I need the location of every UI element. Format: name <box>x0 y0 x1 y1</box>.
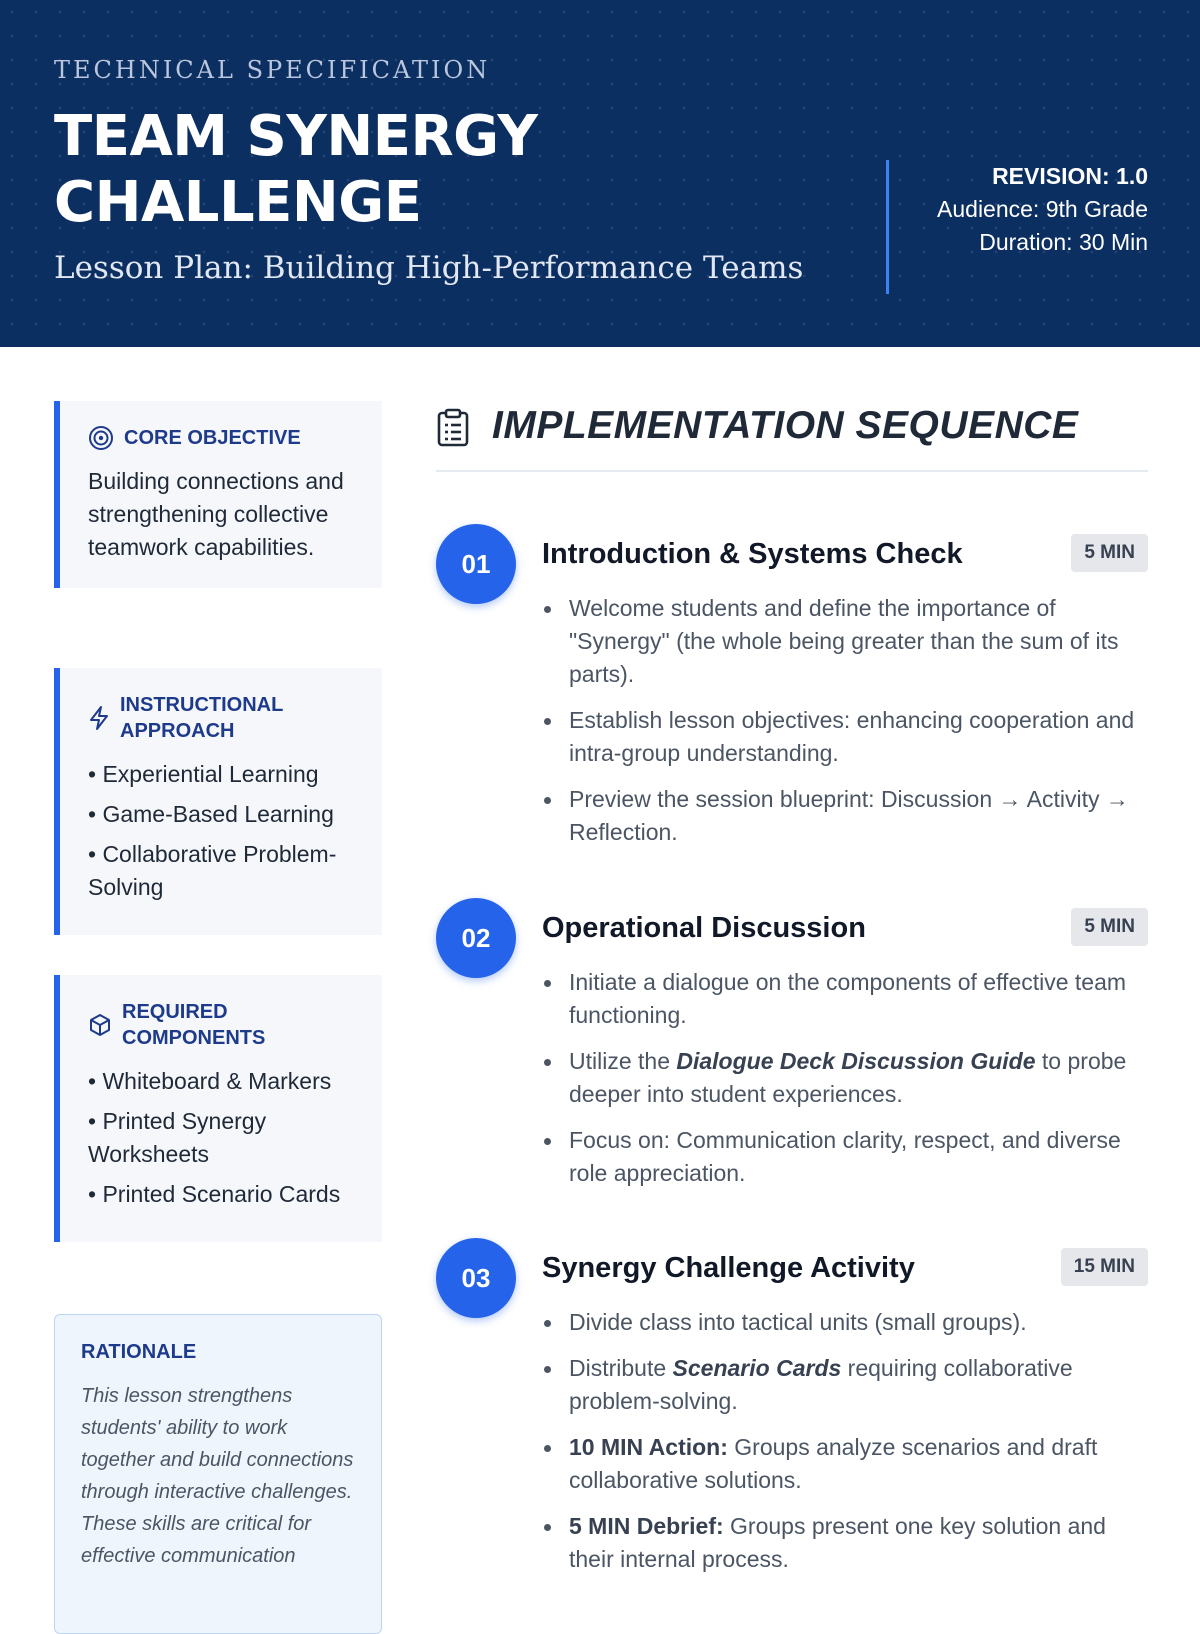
step-bullets <box>542 966 1148 1203</box>
step-title: Introduction & Systems Check <box>542 538 963 570</box>
step-number-badge: 01 <box>436 524 516 604</box>
step-bullets <box>542 1306 1148 1589</box>
required-components-title: REQUIRED COMPONENTS <box>122 1001 266 1049</box>
box-icon <box>88 1012 112 1038</box>
list-item: 5 MIN Debrief: Groups present one key solution and their internal process. <box>542 1510 1148 1576</box>
list-item: • Game-Based Learning <box>88 801 334 827</box>
page-subtitle: Lesson Plan: Building High-Performance Teams <box>54 250 804 286</box>
list-item: • Whiteboard & Markers <box>88 1068 332 1094</box>
list-item: Utilize the Dialogue Deck Discussion Guide to probe deeper into student experiences. <box>542 1045 1148 1111</box>
instructional-approach-list <box>88 758 356 904</box>
core-objective-text: Building connections and strengthening collective teamwork capabilities. <box>88 468 344 560</box>
list-item: • Collaborative Problem-Solving <box>88 841 337 900</box>
list-item: • Experiential Learning <box>88 761 319 787</box>
step-bullets <box>542 592 1148 862</box>
step-title: Operational Discussion <box>542 912 866 944</box>
rationale-title: RATIONALE <box>81 1341 197 1363</box>
required-components-list <box>88 1065 356 1211</box>
core-objective-heading <box>88 425 356 451</box>
instructional-approach-heading <box>88 692 356 744</box>
section-header <box>436 400 1148 472</box>
title-line-2: CHALLENGE <box>54 170 422 235</box>
revision-label: REVISION: 1.0 <box>992 163 1148 189</box>
list-item: Welcome students and define the importance of "Synergy" (the whole being greater than the sum of its parts). <box>542 592 1148 691</box>
required-components-heading <box>88 999 356 1051</box>
title-line-1: TEAM SYNERGY <box>54 104 538 169</box>
rationale-card <box>54 1314 382 1634</box>
rationale-text: This lesson strengthens students' ability to work together and build connections through interactive challenges. These skills are critical for effective communication <box>81 1385 354 1567</box>
target-icon <box>88 425 114 451</box>
list-item: • Printed Scenario Cards <box>88 1181 341 1207</box>
step-duration-badge: 15 MIN <box>1061 1248 1148 1286</box>
step-title: Synergy Challenge Activity <box>542 1252 915 1284</box>
doc-type-label: TECHNICAL SPECIFICATION <box>54 56 491 84</box>
header-divider <box>886 160 889 294</box>
list-item: Preview the session blueprint: Discussion → Activity → Reflection. <box>542 783 1148 849</box>
core-objective-title: CORE OBJECTIVE <box>124 427 301 449</box>
clipboard-icon <box>436 408 470 448</box>
step-duration-badge: 5 MIN <box>1071 534 1148 572</box>
list-item: • Printed Synergy Worksheets <box>88 1108 267 1167</box>
required-components-card <box>54 975 382 1242</box>
step-duration-badge: 5 MIN <box>1071 908 1148 946</box>
list-item: Distribute Scenario Cards requiring collaborative problem-solving. <box>542 1352 1148 1418</box>
section-title: IMPLEMENTATION SEQUENCE <box>492 404 1079 447</box>
audience-label: Audience: 9th Grade <box>937 196 1148 222</box>
header-meta <box>930 160 1148 259</box>
list-item: Divide class into tactical units (small groups). <box>542 1306 1148 1339</box>
core-objective-card <box>54 401 382 588</box>
instructional-approach-card <box>54 668 382 935</box>
list-item: Focus on: Communication clarity, respect, and diverse role appreciation. <box>542 1124 1148 1190</box>
list-item: Initiate a dialogue on the components of effective team functioning. <box>542 966 1148 1032</box>
header-banner <box>0 0 1200 347</box>
step-number-badge: 02 <box>436 898 516 978</box>
list-item: 10 MIN Action: Groups analyze scenarios and draft collaborative solutions. <box>542 1431 1148 1497</box>
instructional-approach-title: INSTRUCTIONAL APPROACH <box>120 694 283 742</box>
list-item: Establish lesson objectives: enhancing cooperation and intra-group understanding. <box>542 704 1148 770</box>
lightning-icon <box>88 705 110 731</box>
duration-label: Duration: 30 Min <box>979 229 1148 255</box>
page-title <box>54 104 754 236</box>
step-number-badge: 03 <box>436 1238 516 1318</box>
